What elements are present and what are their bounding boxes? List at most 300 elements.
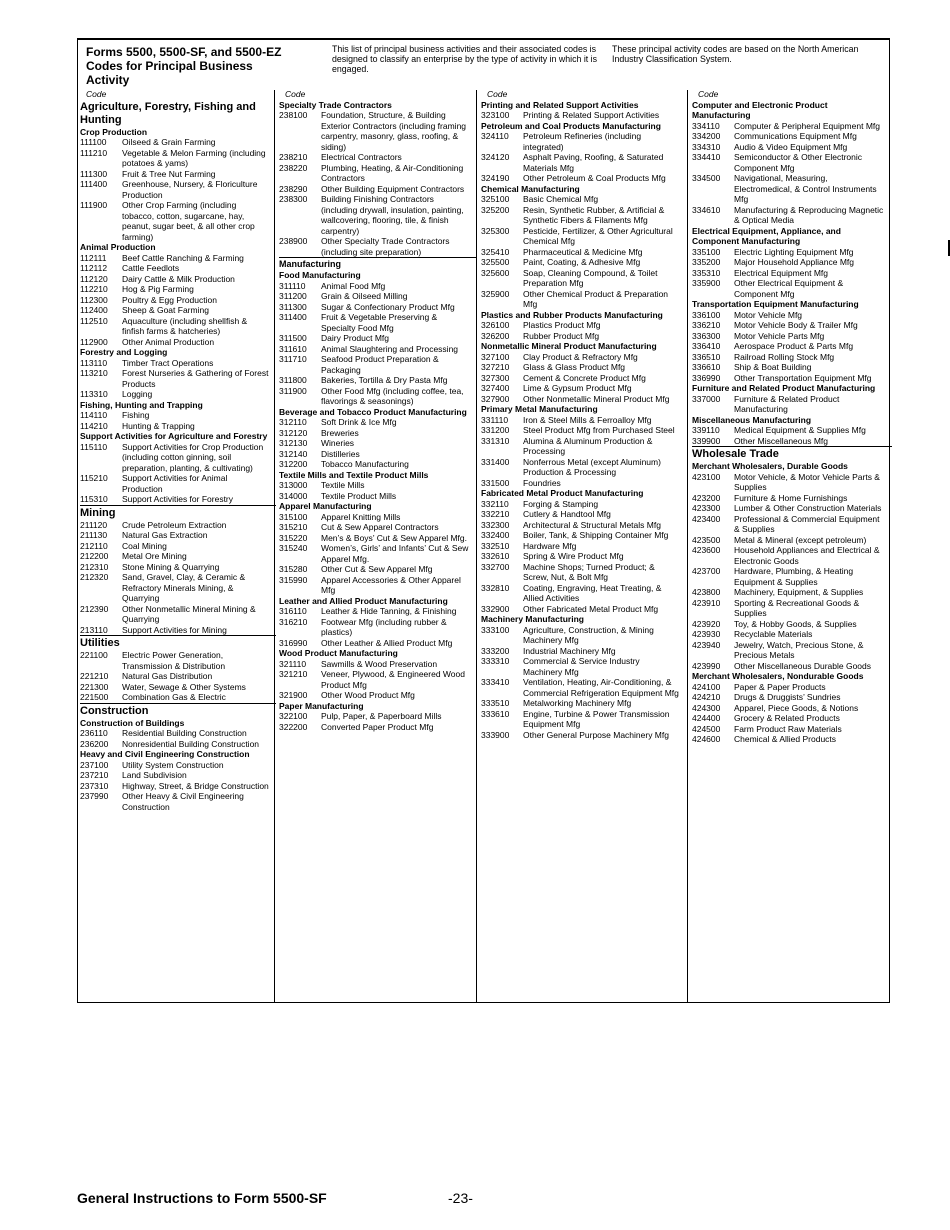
column-divider: [274, 90, 275, 1002]
subsector-heading: Specialty Trade Contractors: [279, 99, 392, 110]
code-column-header: Code: [698, 89, 719, 99]
activity-code-row: [481, 320, 681, 331]
activity-code-row: [481, 730, 681, 741]
activity-code: 311800: [279, 375, 307, 385]
activity-code: 336510: [692, 351, 721, 362]
activity-code-row: [481, 373, 681, 384]
subsector-heading: Forestry and Logging: [80, 347, 168, 357]
activity-description: Foundries: [523, 477, 561, 488]
activity-description: Architectural & Structural Metals Mfg: [523, 519, 661, 530]
activity-description: Cement & Concrete Product Mfg: [523, 372, 646, 383]
activity-code-row: [692, 619, 886, 630]
activity-code: 333610: [481, 708, 510, 719]
code-column-4: [692, 89, 886, 745]
activity-code: 332110: [481, 498, 509, 509]
activity-description: Motor Vehicle Body & Trailer Mfg: [734, 320, 858, 330]
activity-description: Apparel, Piece Goods, & Notions: [734, 702, 859, 713]
activity-code: 213110: [80, 624, 108, 635]
activity-description: Other Animal Production: [122, 336, 215, 347]
activity-code-row: [692, 493, 886, 504]
activity-code-row: [481, 362, 681, 373]
activity-code: 333410: [481, 677, 510, 687]
activity-description: Other Leather & Allied Product Mfg: [321, 637, 453, 648]
activity-description: Footwear Mfg (including rubber & plastics): [321, 616, 447, 637]
activity-code-row: [692, 173, 886, 205]
activity-code-row: [279, 512, 471, 523]
activity-code: 424500: [692, 723, 721, 734]
sector-heading: Wholesale Trade: [692, 446, 892, 461]
activity-code-row: [692, 257, 886, 268]
activity-code: 332210: [481, 509, 510, 519]
activity-code: 315220: [279, 532, 308, 543]
activity-code: 114210: [80, 420, 108, 431]
activity-code: 331200: [481, 425, 510, 435]
activity-code-row: [279, 302, 471, 313]
activity-code-row: [80, 572, 270, 604]
activity-code-row: [692, 121, 886, 132]
activity-code-row: [80, 650, 270, 671]
activity-code-row: [80, 169, 270, 180]
activity-code: 322100: [279, 711, 308, 721]
activity-description: Aquaculture (including shellfish & finfish farms & hatcheries): [122, 315, 248, 336]
activity-code-row: [692, 268, 886, 279]
activity-code: 423500: [692, 534, 721, 545]
activity-code: 315100: [279, 511, 308, 522]
activity-code: 321210: [279, 669, 308, 679]
activity-code: 325900: [481, 288, 510, 299]
activity-code: 331500: [481, 477, 510, 488]
activity-description: Tobacco Manufacturing: [321, 459, 409, 469]
activity-code: 321900: [279, 690, 308, 700]
activity-code-row: [481, 520, 681, 531]
activity-code: 238100: [279, 110, 308, 120]
activity-description: Sugar & Confectionary Product Mfg: [321, 301, 455, 312]
activity-description: Steel Product Mfg from Purchased Steel: [523, 425, 675, 435]
sector-heading: Manufacturing: [279, 257, 477, 270]
activity-description: Audio & Video Equipment Mfg: [734, 141, 848, 152]
activity-description: Fruit & Tree Nut Farming: [122, 168, 216, 179]
activity-code-row: [692, 692, 886, 703]
activity-code: 321110: [279, 658, 307, 669]
activity-description: Boiler, Tank, & Shipping Container Mfg: [523, 530, 669, 540]
activity-code: 212310: [80, 561, 109, 572]
activity-description: Pulp, Paper, & Paperboard Mills: [321, 711, 442, 721]
activity-code-row: [80, 728, 270, 739]
activity-code: 423920: [692, 618, 721, 629]
activity-code-row: [279, 354, 471, 375]
activity-code: 336610: [692, 362, 721, 372]
activity-code: 325100: [481, 194, 510, 204]
subsector-heading: Support Activities for Agriculture and Forestry: [80, 431, 268, 441]
activity-code-row: [279, 291, 471, 302]
activity-code: 212110: [80, 540, 108, 551]
activity-code-row: [80, 358, 270, 369]
activity-description: Farm Product Raw Materials: [734, 723, 842, 734]
activity-code-row: [481, 226, 681, 247]
activity-description: Aerospace Product & Parts Mfg: [734, 341, 854, 351]
activity-code-row: [279, 312, 471, 333]
activity-description: Sporting & Recreational Goods & Supplies: [734, 597, 860, 618]
activity-description: Wineries: [321, 438, 355, 448]
subsector-heading: Construction of Buildings: [80, 717, 185, 728]
activity-description: Railroad Rolling Stock Mfg: [734, 351, 835, 362]
activity-code: 312200: [279, 459, 308, 469]
activity-code: 335900: [692, 278, 721, 288]
activity-code-row: [692, 310, 886, 321]
activity-code-row: [279, 533, 471, 544]
activity-code: 325500: [481, 257, 510, 267]
sector-heading: Agriculture, Forestry, Fishing and Hunting: [80, 100, 256, 126]
activity-code-row: [692, 566, 886, 587]
activity-description: Lumber & Other Construction Materials: [734, 503, 882, 513]
activity-description: Other Crop Farming (including tobacco, cotton, sugarcane, hay, peanut, sugar beet, & all other crop farming): [122, 200, 255, 242]
activity-code-row: [80, 473, 270, 494]
activity-code-row: [279, 480, 471, 491]
activity-code: 113210: [80, 368, 108, 378]
activity-description: Timber Tract Operations: [122, 357, 214, 368]
activity-code: 221300: [80, 681, 109, 692]
activity-code-row: [80, 604, 270, 625]
activity-code: 325410: [481, 246, 510, 257]
activity-description: Natural Gas Distribution: [122, 671, 213, 681]
activity-code-row: [279, 543, 471, 564]
activity-description: Pharmaceutical & Medicine Mfg: [523, 246, 643, 257]
activity-description: Metalworking Machinery Mfg: [523, 698, 632, 708]
activity-code: 111210: [80, 147, 108, 158]
sector-heading: Construction: [80, 703, 276, 718]
activity-description: Sand, Gravel, Clay, & Ceramic & Refractory Minerals Mining, & Quarrying: [122, 572, 246, 603]
activity-description: Rubber Product Mfg: [523, 330, 600, 341]
activity-code-row: [279, 344, 471, 355]
activity-code-row: [279, 575, 471, 596]
activity-code-row: [279, 110, 471, 152]
activity-code: 112112: [80, 263, 108, 273]
activity-description: Motor Vehicle, & Motor Vehicle Parts & Supplies: [734, 471, 880, 492]
activity-description: Printing & Related Support Activities: [523, 110, 660, 120]
activity-code: 327300: [481, 372, 510, 383]
activity-description: Furniture & Home Furnishings: [734, 492, 848, 503]
activity-code: 212390: [80, 603, 109, 614]
code-column-3: [481, 89, 681, 740]
activity-code-row: [80, 671, 270, 682]
subsector-heading: Wood Product Manufacturing: [279, 648, 398, 658]
activity-description: Other Cut & Sew Apparel Mfg: [321, 564, 433, 574]
activity-code: 315280: [279, 564, 308, 574]
activity-code-row: [80, 530, 270, 541]
activity-description: Manufacturing & Reproducing Magnetic & Optical Media: [734, 204, 884, 225]
activity-code: 326200: [481, 330, 510, 341]
activity-description: Vegetable & Melon Farming (including potatoes & yams): [122, 147, 266, 168]
activity-description: Furniture & Related Product Manufacturing: [734, 393, 840, 414]
activity-code-row: [481, 194, 681, 205]
activity-description: Machinery, Equipment, & Supplies: [734, 587, 864, 597]
activity-description: Support Activities for Crop Production (including cotton ginning, soil preparation, planting, & cultivating): [122, 441, 264, 473]
activity-code: 326100: [481, 320, 510, 330]
activity-description: Drugs & Druggists’ Sundries: [734, 692, 841, 702]
activity-description: Hardware, Plumbing, & Heating Equipment & Supplies: [734, 566, 854, 587]
code-column-header: Code: [285, 89, 306, 99]
activity-code-row: [481, 289, 681, 310]
activity-description: Glass & Glass Product Mfg: [523, 362, 626, 372]
activity-code-row: [481, 457, 681, 478]
subsector-heading: Fishing, Hunting and Trapping: [80, 399, 203, 410]
subsector-heading: Apparel Manufacturing: [279, 501, 372, 511]
activity-code: 324120: [481, 152, 510, 162]
subsector-heading: Leather and Allied Product Manufacturing: [279, 595, 448, 606]
activity-code-row: [481, 331, 681, 342]
activity-code-row: [279, 722, 471, 733]
activity-description: Ventilation, Heating, Air-Conditioning, & Commercial Refrigeration Equipment Mfg: [523, 677, 679, 698]
subsector-heading: Miscellaneous Manufacturing: [692, 414, 812, 425]
activity-code: 311400: [279, 312, 307, 322]
activity-code-row: [80, 551, 270, 562]
activity-code-row: [481, 509, 681, 520]
activity-description: Utility System Construction: [122, 759, 224, 770]
activity-code-row: [80, 295, 270, 306]
activity-code-row: [481, 551, 681, 562]
activity-code: 111300: [80, 168, 108, 179]
activity-code-row: [279, 236, 471, 257]
activity-description: Hardware Mfg: [523, 540, 577, 551]
activity-code: 322200: [279, 721, 308, 732]
activity-description: Forging & Stamping: [523, 498, 599, 509]
activity-code: 423400: [692, 513, 721, 524]
activity-code-row: [279, 428, 471, 439]
activity-description: Medical Equipment & Supplies Mfg: [734, 425, 866, 435]
activity-description: Support Activities for Animal Production: [122, 473, 228, 494]
activity-code: 238210: [279, 152, 308, 162]
activity-description: Crude Petroleum Extraction: [122, 519, 227, 530]
activity-description: Grocery & Related Products: [734, 713, 840, 723]
code-column-header: Code: [487, 89, 508, 99]
activity-code: 332400: [481, 530, 510, 540]
activity-code-row: [279, 711, 471, 722]
code-column-1: [80, 89, 270, 812]
activity-description: Sheep & Goat Farming: [122, 305, 209, 315]
activity-description: Grain & Oilseed Milling: [321, 291, 408, 301]
activity-description: Distilleries: [321, 448, 360, 459]
activity-description: Building Finishing Contractors (including drywall, insulation, painting, wallcovering, flooring, tile, & finish carpentry): [321, 194, 464, 236]
activity-code: 113310: [80, 389, 108, 399]
activity-description: Hog & Pig Farming: [122, 284, 194, 294]
activity-code-row: [80, 389, 270, 400]
activity-description: Soap, Cleaning Compound, & Toilet Preparation Mfg: [523, 267, 658, 288]
activity-code: 334110: [692, 120, 720, 131]
activity-description: Coal Mining: [122, 540, 167, 551]
activity-description: Other Building Equipment Contractors: [321, 183, 465, 194]
activity-code: 316110: [279, 606, 307, 616]
activity-code: 332610: [481, 551, 510, 561]
activity-code: 335200: [692, 257, 721, 267]
activity-code: 316990: [279, 637, 308, 648]
activity-code-row: [692, 152, 886, 173]
activity-description: Sawmills & Wood Preservation: [321, 658, 438, 669]
activity-code-row: [481, 436, 681, 457]
activity-code-row: [692, 640, 886, 661]
column-divider: [476, 90, 477, 1002]
activity-description: Dairy Cattle & Milk Production: [122, 273, 235, 284]
activity-description: Beef Cattle Ranching & Farming: [122, 252, 244, 263]
activity-code: 424100: [692, 681, 721, 692]
activity-code-row: [692, 598, 886, 619]
subsector-heading: Electrical Equipment, Appliance, and Component Manufacturing: [692, 225, 841, 246]
activity-description: Other Nonmetallic Mineral Mining & Quarrying: [122, 603, 256, 624]
activity-description: Cut & Sew Apparel Contractors: [321, 522, 439, 532]
activity-description: Electrical Equipment Mfg: [734, 267, 829, 278]
activity-code: 313000: [279, 480, 308, 490]
intro-note: This list of principal business activities and their associated codes is designed to classify an enterprise by the type of activity in which it is engaged.: [332, 44, 598, 74]
activity-description: Spring & Wire Product Mfg: [523, 551, 624, 561]
activity-description: Motor Vehicle Mfg: [734, 309, 803, 320]
activity-code: 423100: [692, 471, 721, 482]
activity-description: Forest Nurseries & Gathering of Forest Products: [122, 368, 269, 389]
activity-code-row: [692, 535, 886, 546]
activity-code: 335310: [692, 267, 721, 278]
activity-code-row: [481, 656, 681, 677]
activity-code-row: [279, 438, 471, 449]
activity-description: Chemical & Allied Products: [734, 734, 837, 744]
activity-code-row: [692, 587, 886, 598]
activity-description: Major Household Appliance Mfg: [734, 257, 855, 267]
activity-code-row: [481, 173, 681, 184]
activity-description: Textile Product Mills: [321, 490, 397, 501]
activity-description: Support Activities for Mining: [122, 624, 227, 635]
activity-description: Other General Purpose Machinery Mfg: [523, 729, 669, 740]
activity-description: Cattle Feedlots: [122, 263, 180, 273]
activity-description: Fruit & Vegetable Preserving & Specialty Food Mfg: [321, 312, 438, 333]
activity-code-row: [80, 253, 270, 264]
activity-code: 112120: [80, 273, 108, 284]
activity-code-row: [692, 661, 886, 672]
activity-code-row: [279, 606, 471, 617]
activity-description: Poultry & Egg Production: [122, 294, 217, 305]
activity-description: Nonferrous Metal (except Aluminum) Production & Processing: [523, 456, 661, 477]
activity-code: 324190: [481, 173, 510, 183]
activity-code-row: [80, 284, 270, 295]
activity-code: 112111: [80, 252, 107, 263]
activity-code-row: [279, 386, 471, 407]
activity-description: Lime & Gypsum Product Mfg: [523, 383, 632, 393]
activity-code: 115110: [80, 441, 108, 452]
activity-description: Textile Mills: [321, 480, 365, 490]
activity-description: Ship & Boat Building: [734, 362, 812, 372]
column-divider: [687, 90, 688, 1002]
activity-code: 311300: [279, 301, 307, 312]
activity-code-row: [279, 333, 471, 344]
subsector-heading: Beverage and Tobacco Product Manufacturing: [279, 406, 467, 417]
activity-code-row: [279, 659, 471, 670]
activity-code: 424210: [692, 692, 721, 702]
activity-code-row: [481, 709, 681, 730]
activity-description: Greenhouse, Nursery, & Floriculture Production: [122, 179, 258, 200]
subsector-heading: Merchant Wholesalers, Durable Goods: [692, 461, 848, 471]
activity-code: 334500: [692, 173, 721, 183]
activity-code-row: [80, 421, 270, 432]
activity-code-row: [481, 625, 681, 646]
activity-code: 336990: [692, 372, 721, 383]
subsector-heading: Primary Metal Manufacturing: [481, 404, 598, 414]
activity-code: 111100: [80, 137, 107, 147]
activity-code-row: [481, 499, 681, 510]
activity-description: Fishing: [122, 410, 150, 420]
activity-code-row: [481, 604, 681, 615]
activity-code-row: [279, 522, 471, 533]
activity-description: Plastics Product Mfg: [523, 320, 601, 330]
activity-description: Dairy Product Mfg: [321, 333, 390, 343]
subsector-heading: Computer and Electronic Product Manufacturing: [692, 99, 828, 120]
activity-description: Foundation, Structure, & Building Exterior Contractors (including framing carpentry, masonry, glass, roofing, & siding): [321, 110, 467, 152]
activity-code: 336210: [692, 320, 721, 330]
activity-code: 332700: [481, 561, 510, 572]
activity-code: 327100: [481, 351, 510, 362]
activity-code: 333100: [481, 624, 510, 635]
activity-code-row: [80, 274, 270, 285]
subsector-heading: Animal Production: [80, 242, 156, 252]
activity-code-row: [692, 205, 886, 226]
activity-code-row: [692, 373, 886, 384]
activity-code: 238300: [279, 194, 308, 204]
activity-code-row: [279, 194, 471, 236]
activity-description: Converted Paper Product Mfg: [321, 721, 434, 732]
activity-code: 423200: [692, 492, 721, 503]
activity-code-row: [279, 564, 471, 575]
activity-code-row: [692, 436, 886, 447]
activity-description: Commercial & Service Industry Machinery Mfg: [523, 656, 640, 677]
activity-code-row: [481, 425, 681, 436]
subsector-heading: Fabricated Metal Product Manufacturing: [481, 488, 644, 498]
activity-code-row: [481, 698, 681, 709]
activity-code-row: [692, 362, 886, 373]
activity-code: 423990: [692, 660, 721, 671]
activity-description: Stone Mining & Quarrying: [122, 561, 220, 572]
activity-code: 221210: [80, 671, 109, 681]
activity-code: 424400: [692, 713, 721, 723]
activity-code: 332300: [481, 519, 510, 530]
activity-code: 311610: [279, 343, 307, 354]
activity-code-row: [481, 110, 681, 121]
activity-code: 237990: [80, 791, 109, 801]
activity-code-row: [481, 205, 681, 226]
activity-code: 238290: [279, 183, 308, 194]
activity-code: 312110: [279, 417, 307, 427]
activity-code: 211120: [80, 519, 108, 530]
activity-description: Electrical Contractors: [321, 152, 402, 162]
activity-description: Land Subdivision: [122, 770, 187, 780]
activity-code-row: [80, 770, 270, 781]
activity-code: 336300: [692, 330, 721, 341]
activity-code: 311200: [279, 291, 307, 301]
activity-code-row: [692, 247, 886, 258]
activity-code: 334200: [692, 131, 721, 141]
activity-code: 327900: [481, 393, 510, 404]
activity-code: 331310: [481, 435, 510, 446]
activity-code-row: [279, 417, 471, 428]
activity-description: Soft Drink & Ice Mfg: [321, 417, 397, 427]
activity-description: Communications Equipment Mfg: [734, 131, 857, 141]
activity-description: Natural Gas Extraction: [122, 530, 208, 540]
activity-code-row: [279, 669, 471, 690]
activity-description: Men’s & Boys’ Cut & Sew Apparel Mfg.: [321, 532, 467, 543]
activity-code: 333200: [481, 645, 510, 656]
activity-code-row: [481, 257, 681, 268]
activity-description: Other Transportation Equipment Mfg: [734, 372, 872, 383]
activity-code-row: [692, 724, 886, 735]
sector-heading: Mining: [80, 505, 276, 520]
activity-description: Motor Vehicle Parts Mfg: [734, 330, 825, 341]
activity-code-row: [692, 341, 886, 352]
subsector-heading: Transportation Equipment Manufacturing: [692, 299, 859, 309]
activity-code-row: [692, 713, 886, 724]
